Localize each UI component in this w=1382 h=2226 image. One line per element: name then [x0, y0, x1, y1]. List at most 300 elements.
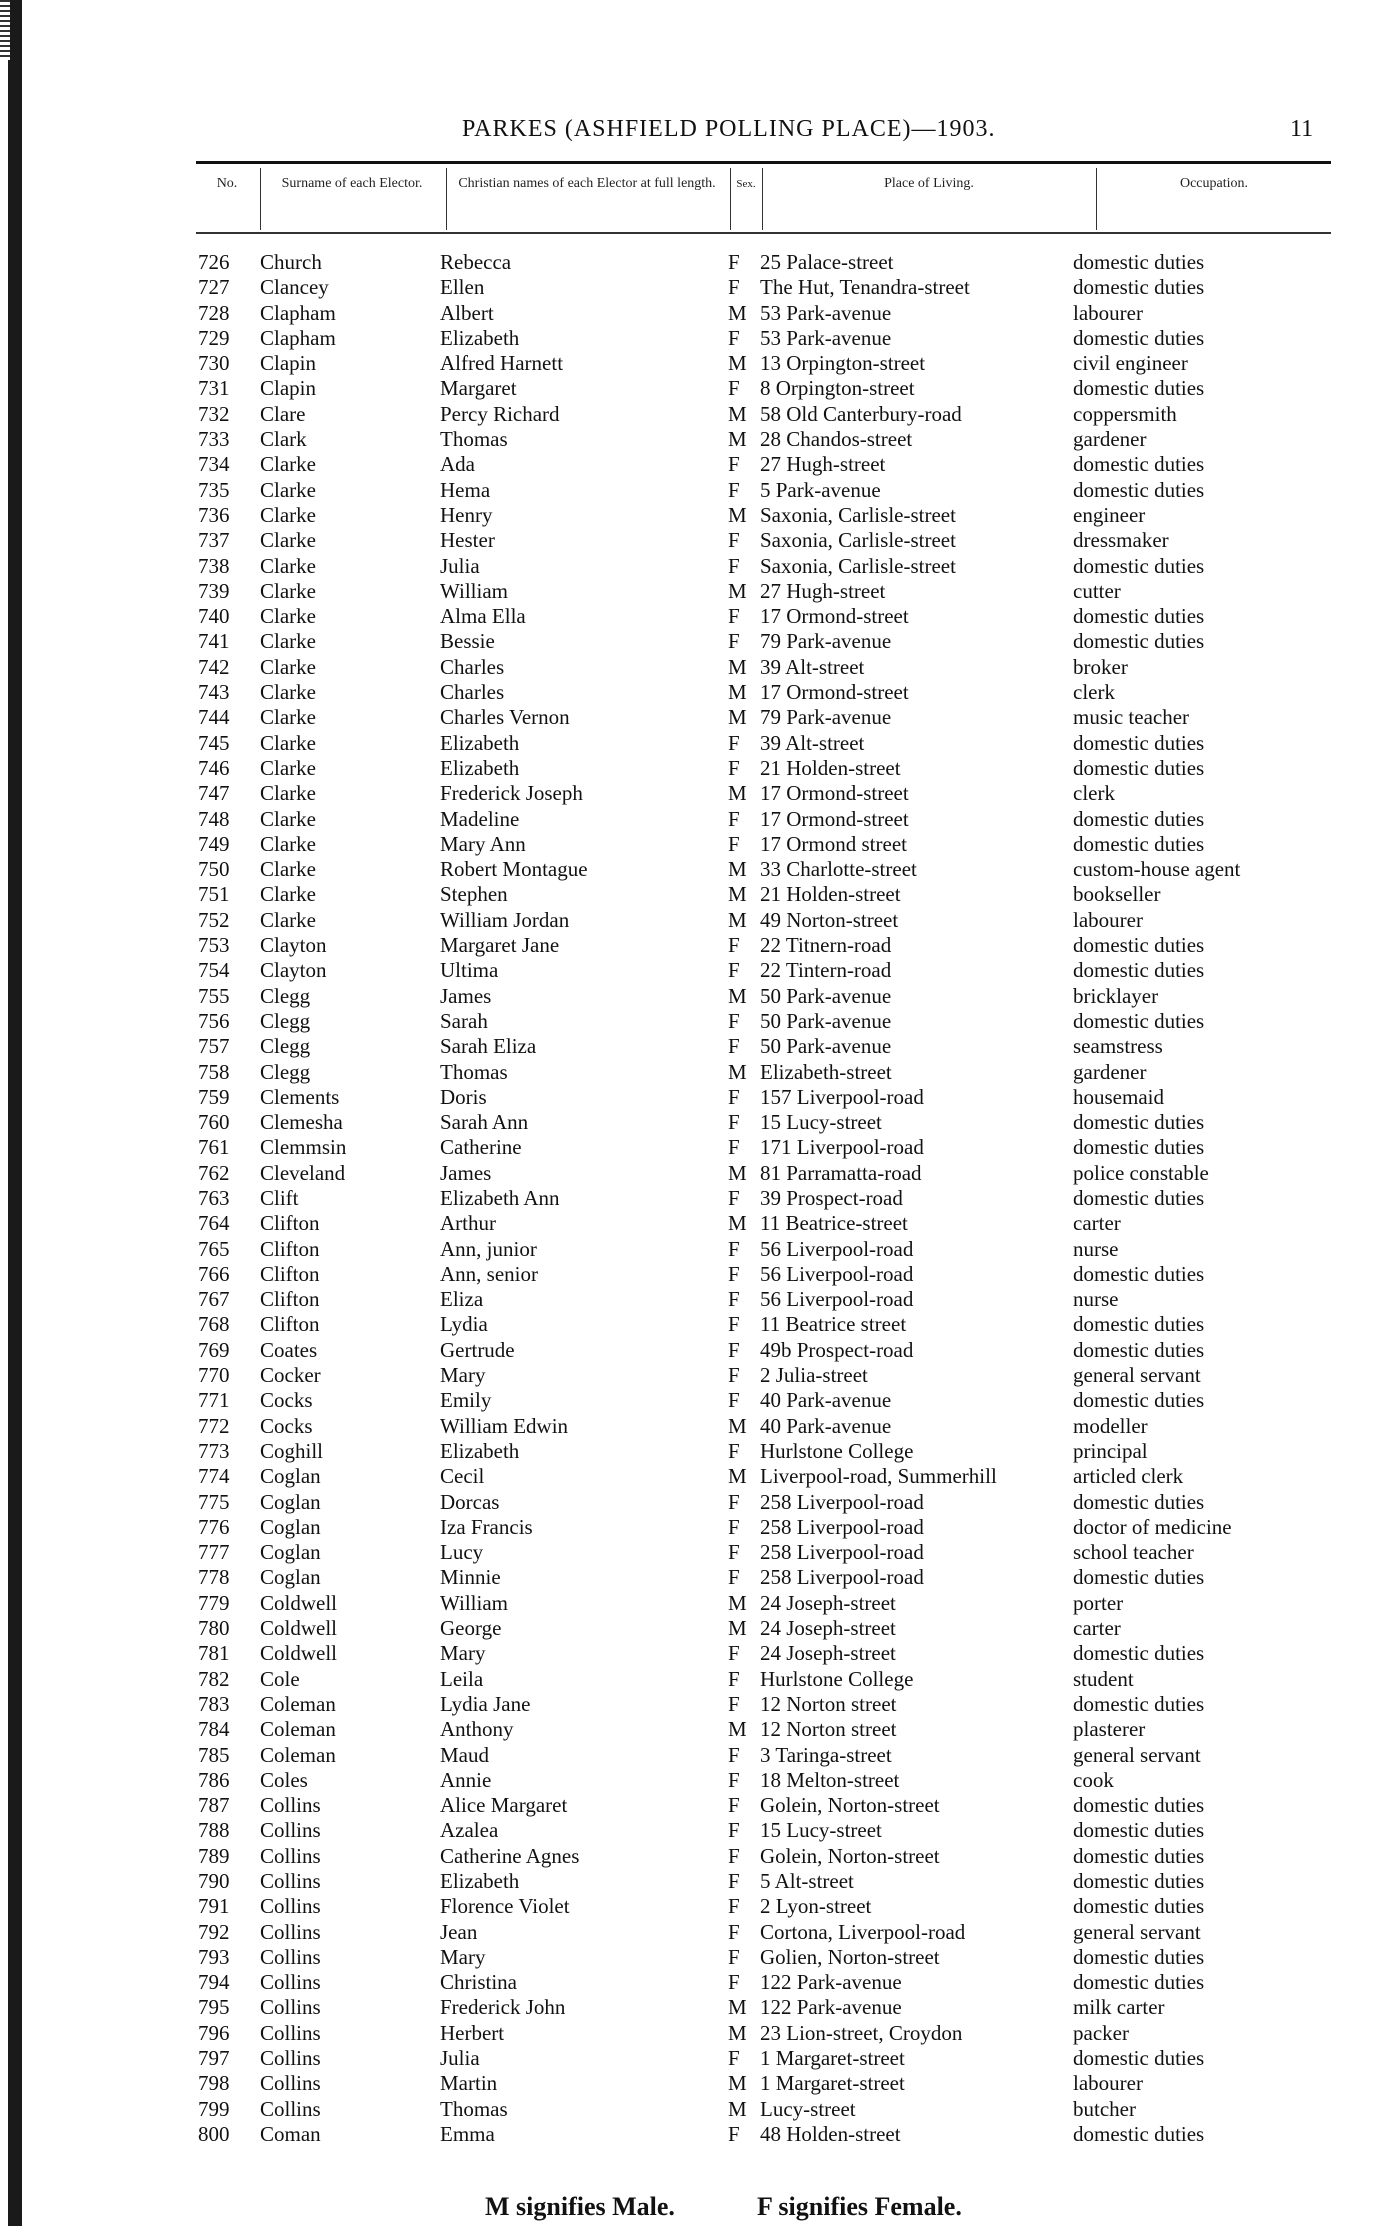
elector-place-of-living: Golien, Norton-street: [760, 1944, 940, 1969]
elector-row: [0, 1009, 1382, 1034]
elector-christian-names: Margaret Jane: [440, 933, 560, 958]
elector-surname: Coglan: [260, 1489, 321, 1514]
elector-number: 750: [198, 857, 230, 882]
elector-christian-names: Robert Montague: [440, 857, 588, 882]
elector-sex: M: [728, 983, 747, 1008]
elector-sex: M: [728, 1717, 747, 1742]
elector-place-of-living: 27 Hugh-street: [760, 578, 886, 603]
elector-place-of-living: Hurlstone College: [760, 1666, 914, 1691]
elector-christian-names: William Jordan: [440, 907, 570, 932]
female-legend: F signifies Female.: [757, 2192, 962, 2221]
elector-occupation: labourer: [1073, 907, 1143, 932]
elector-row: [0, 1338, 1382, 1363]
elector-surname: Clifton: [260, 1211, 320, 1236]
elector-sex: F: [728, 604, 740, 629]
elector-christian-names: William: [440, 1590, 508, 1615]
elector-christian-names: Florence Violet: [440, 1894, 570, 1919]
elector-occupation: general servant: [1073, 1363, 1201, 1388]
elector-place-of-living: Liverpool-road, Summerhill: [760, 1464, 997, 1489]
elector-sex: F: [728, 528, 740, 553]
elector-place-of-living: 258 Liverpool-road: [760, 1540, 924, 1565]
elector-christian-names: Sarah: [440, 1008, 488, 1033]
elector-occupation: domestic duties: [1073, 1843, 1205, 1868]
elector-row: [0, 705, 1382, 730]
elector-occupation: domestic duties: [1073, 1869, 1205, 1893]
elector-surname: Coldwell: [260, 1641, 337, 1666]
elector-place-of-living: 17 Ormond-street: [760, 806, 909, 831]
elector-number: 774: [198, 1464, 230, 1489]
elector-row: [0, 1667, 1382, 1692]
elector-surname: Clare: [260, 401, 306, 426]
elector-christian-names: Alfred Harnett: [440, 351, 564, 376]
elector-christian-names: Frederick Joseph: [440, 781, 583, 806]
elector-christian-names: Azalea: [440, 1818, 499, 1843]
elector-sex: F: [728, 1185, 740, 1210]
elector-occupation: domestic duties: [1073, 1261, 1205, 1286]
elector-surname: Coglan: [260, 1514, 321, 1539]
elector-sex: F: [728, 376, 740, 401]
elector-occupation: domestic duties: [1073, 1110, 1205, 1135]
elector-christian-names: Elizabeth: [440, 325, 520, 350]
elector-occupation: civil engineer: [1073, 351, 1188, 376]
elector-sex: F: [728, 1742, 740, 1767]
elector-row: [0, 1641, 1382, 1666]
elector-row: [0, 655, 1382, 680]
elector-row: [0, 503, 1382, 528]
elector-christian-names: Cecil: [440, 1464, 485, 1489]
elector-occupation: domestic duties: [1073, 755, 1205, 780]
elector-surname: Coates: [260, 1337, 318, 1362]
elector-surname: Clarke: [260, 730, 316, 755]
elector-row: [0, 604, 1382, 629]
elector-number: 726: [198, 250, 230, 274]
elector-christian-names: Elizabeth: [440, 755, 520, 780]
elector-occupation: domestic duties: [1073, 2121, 1205, 2146]
elector-christian-names: George: [440, 1616, 502, 1641]
elector-christian-names: Dorcas: [440, 1489, 500, 1514]
elector-row: [0, 1464, 1382, 1489]
elector-place-of-living: 17 Ormond street: [760, 831, 907, 856]
elector-row: [0, 1490, 1382, 1515]
elector-number: 780: [198, 1616, 230, 1641]
elector-sex: F: [728, 1944, 740, 1969]
elector-row: [0, 1869, 1382, 1894]
elector-row: [0, 1110, 1382, 1135]
elector-christian-names: Rebecca: [440, 250, 512, 274]
elector-surname: Cocks: [260, 1388, 313, 1413]
elector-place-of-living: 81 Parramatta-road: [760, 1160, 922, 1185]
elector-row: [0, 1717, 1382, 1742]
elector-surname: Collins: [260, 1793, 321, 1818]
elector-row: [0, 807, 1382, 832]
elector-number: 776: [198, 1514, 230, 1539]
elector-occupation: nurse: [1073, 1236, 1119, 1261]
elector-sex: M: [728, 1160, 747, 1185]
elector-number: 786: [198, 1767, 230, 1792]
elector-number: 764: [198, 1211, 230, 1236]
elector-surname: Cleveland: [260, 1160, 346, 1185]
elector-place-of-living: Golein, Norton-street: [760, 1793, 940, 1818]
elector-occupation: butcher: [1073, 2096, 1136, 2121]
elector-surname: Clarke: [260, 553, 316, 578]
elector-place-of-living: 11 Beatrice-street: [760, 1211, 908, 1236]
elector-sex: M: [728, 1590, 747, 1615]
elector-surname: Clancey: [260, 275, 329, 300]
elector-number: 791: [198, 1894, 230, 1919]
elector-number: 782: [198, 1666, 230, 1691]
elector-surname: Clarke: [260, 477, 316, 502]
elector-row: [0, 351, 1382, 376]
elector-occupation: general servant: [1073, 1742, 1201, 1767]
elector-place-of-living: 1 Margaret-street: [760, 2071, 905, 2096]
elector-number: 735: [198, 477, 230, 502]
column-header-surname: Surname of each Elector.: [281, 176, 423, 191]
elector-number: 762: [198, 1160, 230, 1185]
elector-place-of-living: 258 Liverpool-road: [760, 1489, 924, 1514]
elector-row: [0, 1439, 1382, 1464]
elector-occupation: cook: [1073, 1767, 1114, 1792]
column-header-sex: Sex.: [736, 178, 756, 190]
elector-surname: Clayton: [260, 958, 327, 983]
elector-occupation: domestic duties: [1073, 1185, 1205, 1210]
elector-row: [0, 478, 1382, 503]
elector-surname: Collins: [260, 1843, 321, 1868]
elector-occupation: domestic duties: [1073, 1135, 1205, 1160]
elector-number: 731: [198, 376, 230, 401]
elector-surname: Coglan: [260, 1565, 321, 1590]
elector-row: [0, 1135, 1382, 1160]
elector-sex: M: [728, 1995, 747, 2020]
elector-number: 794: [198, 1970, 230, 1995]
elector-sex: F: [728, 553, 740, 578]
elector-sex: M: [728, 781, 747, 806]
elector-sex: F: [728, 1767, 740, 1792]
elector-row: [0, 1161, 1382, 1186]
elector-surname: Clarke: [260, 654, 316, 679]
elector-surname: Clegg: [260, 983, 311, 1008]
elector-number: 793: [198, 1944, 230, 1969]
elector-list: [0, 250, 1382, 2147]
elector-place-of-living: Saxonia, Carlisle-street: [760, 502, 956, 527]
elector-sex: M: [728, 1464, 747, 1489]
elector-number: 783: [198, 1691, 230, 1716]
elector-surname: Cocks: [260, 1413, 313, 1438]
elector-row: [0, 1970, 1382, 1995]
elector-christian-names: Bessie: [440, 629, 495, 654]
elector-row: [0, 1565, 1382, 1590]
elector-row: [0, 2021, 1382, 2046]
elector-number: 785: [198, 1742, 230, 1767]
elector-christian-names: William Edwin: [440, 1413, 569, 1438]
elector-row: [0, 2097, 1382, 2122]
elector-occupation: domestic duties: [1073, 250, 1205, 274]
elector-number: 798: [198, 2071, 230, 2096]
elector-number: 753: [198, 933, 230, 958]
elector-occupation: domestic duties: [1073, 1312, 1205, 1337]
elector-number: 796: [198, 2020, 230, 2045]
elector-surname: Clegg: [260, 1008, 311, 1033]
elector-surname: Collins: [260, 1894, 321, 1919]
elector-sex: M: [728, 401, 747, 426]
header-rule: [196, 161, 1331, 164]
elector-row: [0, 452, 1382, 477]
elector-christian-names: Mary: [440, 1944, 486, 1969]
elector-occupation: domestic duties: [1073, 325, 1205, 350]
elector-surname: Clarke: [260, 806, 316, 831]
elector-place-of-living: 258 Liverpool-road: [760, 1514, 924, 1539]
elector-place-of-living: 39 Alt-street: [760, 730, 865, 755]
elector-occupation: general servant: [1073, 1919, 1201, 1944]
elector-occupation: articled clerk: [1073, 1464, 1184, 1489]
elector-occupation: domestic duties: [1073, 806, 1205, 831]
elector-sex: M: [728, 351, 747, 376]
scan-edge-marks: [0, 0, 10, 60]
elector-number: 743: [198, 680, 230, 705]
elector-row: [0, 1591, 1382, 1616]
elector-place-of-living: 21 Holden-street: [760, 755, 901, 780]
elector-sex: F: [728, 2121, 740, 2146]
elector-surname: Clarke: [260, 755, 316, 780]
elector-sex: F: [728, 1363, 740, 1388]
elector-row: [0, 1211, 1382, 1236]
elector-place-of-living: 50 Park-avenue: [760, 983, 892, 1008]
elector-place-of-living: Cortona, Liverpool-road: [760, 1919, 966, 1944]
elector-surname: Coles: [260, 1767, 308, 1792]
elector-surname: Clifton: [260, 1287, 320, 1312]
elector-sex: M: [728, 705, 747, 730]
elector-place-of-living: 15 Lucy-street: [760, 1818, 882, 1843]
elector-number: 734: [198, 452, 230, 477]
elector-christian-names: Herbert: [440, 2020, 505, 2045]
elector-row: [0, 1692, 1382, 1717]
elector-surname: Clarke: [260, 604, 316, 629]
elector-place-of-living: 22 Titnern-road: [760, 933, 892, 958]
elector-occupation: domestic duties: [1073, 604, 1205, 629]
running-title: PARKES (ASHFIELD POLLING PLACE)—1903.: [462, 116, 996, 142]
elector-surname: Clapin: [260, 351, 316, 376]
elector-place-of-living: 53 Park-avenue: [760, 325, 892, 350]
elector-number: 800: [198, 2121, 230, 2146]
elector-row: [0, 554, 1382, 579]
elector-sex: F: [728, 1514, 740, 1539]
elector-christian-names: Arthur: [440, 1211, 496, 1236]
elector-row: [0, 832, 1382, 857]
column-header-rule: [196, 232, 1331, 234]
elector-place-of-living: Lucy-street: [760, 2096, 856, 2121]
elector-surname: Clapham: [260, 300, 336, 325]
elector-row: [0, 1540, 1382, 1565]
elector-sex: F: [728, 1110, 740, 1135]
elector-place-of-living: 5 Alt-street: [760, 1869, 854, 1893]
elector-row: [0, 301, 1382, 326]
elector-place-of-living: 50 Park-avenue: [760, 1008, 892, 1033]
elector-place-of-living: 15 Lucy-street: [760, 1110, 882, 1135]
elector-occupation: seamstress: [1073, 1034, 1163, 1059]
elector-place-of-living: 40 Park-avenue: [760, 1388, 892, 1413]
elector-christian-names: Charles: [440, 680, 505, 705]
elector-christian-names: Ultima: [440, 958, 499, 983]
elector-row: [0, 1388, 1382, 1413]
elector-number: 784: [198, 1717, 230, 1742]
elector-number: 768: [198, 1312, 230, 1337]
elector-occupation: gardener: [1073, 1059, 1147, 1084]
elector-occupation: gardener: [1073, 427, 1147, 452]
elector-surname: Church: [260, 250, 322, 274]
elector-row: [0, 984, 1382, 1009]
elector-row: [0, 1844, 1382, 1869]
elector-place-of-living: Saxonia, Carlisle-street: [760, 528, 956, 553]
elector-row: [0, 731, 1382, 756]
elector-number: 763: [198, 1185, 230, 1210]
elector-number: 736: [198, 502, 230, 527]
elector-christian-names: Albert: [440, 300, 494, 325]
elector-sex: M: [728, 300, 747, 325]
elector-surname: Coglan: [260, 1540, 321, 1565]
elector-number: 733: [198, 427, 230, 452]
elector-number: 792: [198, 1919, 230, 1944]
elector-occupation: domestic duties: [1073, 1641, 1205, 1666]
elector-row: [0, 629, 1382, 654]
elector-surname: Clarke: [260, 705, 316, 730]
elector-number: 732: [198, 401, 230, 426]
elector-christian-names: Eliza: [440, 1287, 484, 1312]
elector-place-of-living: 27 Hugh-street: [760, 452, 886, 477]
elector-sex: F: [728, 1565, 740, 1590]
elector-christian-names: Alice Margaret: [440, 1793, 568, 1818]
elector-row: [0, 1085, 1382, 1110]
column-divider: [446, 168, 447, 230]
elector-surname: Coldwell: [260, 1590, 337, 1615]
elector-place-of-living: Saxonia, Carlisle-street: [760, 553, 956, 578]
elector-sex: F: [728, 1641, 740, 1666]
elector-christian-names: Thomas: [440, 427, 508, 452]
elector-number: 790: [198, 1869, 230, 1893]
elector-surname: Clarke: [260, 857, 316, 882]
elector-row: [0, 908, 1382, 933]
elector-surname: Coghill: [260, 1438, 324, 1463]
elector-place-of-living: 17 Ormond-street: [760, 781, 909, 806]
elector-surname: Clifton: [260, 1261, 320, 1286]
elector-christian-names: Hema: [440, 477, 491, 502]
elector-occupation: custom-house agent: [1073, 857, 1241, 882]
elector-sex: F: [728, 1793, 740, 1818]
elector-number: 773: [198, 1438, 230, 1463]
elector-sex: F: [728, 1388, 740, 1413]
elector-sex: M: [728, 907, 747, 932]
elector-christian-names: Percy Richard: [440, 401, 560, 426]
elector-occupation: clerk: [1073, 781, 1115, 806]
elector-occupation: domestic duties: [1073, 1008, 1205, 1033]
elector-christian-names: Lucy: [440, 1540, 484, 1565]
elector-sex: M: [728, 2071, 747, 2096]
elector-surname: Clarke: [260, 831, 316, 856]
elector-occupation: domestic duties: [1073, 831, 1205, 856]
elector-number: 727: [198, 275, 230, 300]
elector-christian-names: Ann, senior: [440, 1261, 538, 1286]
elector-sex: F: [728, 933, 740, 958]
elector-place-of-living: 258 Liverpool-road: [760, 1565, 924, 1590]
elector-sex: F: [728, 275, 740, 300]
elector-occupation: nurse: [1073, 1287, 1119, 1312]
elector-sex: F: [728, 1666, 740, 1691]
elector-number: 799: [198, 2096, 230, 2121]
elector-surname: Clemmsin: [260, 1135, 347, 1160]
elector-christian-names: James: [440, 983, 492, 1008]
elector-surname: Clarke: [260, 907, 316, 932]
elector-christian-names: Catherine: [440, 1135, 522, 1160]
elector-sex: F: [728, 1540, 740, 1565]
elector-occupation: labourer: [1073, 2071, 1143, 2096]
elector-surname: Clayton: [260, 933, 327, 958]
elector-christian-names: Thomas: [440, 1059, 508, 1084]
elector-surname: Clarke: [260, 680, 316, 705]
elector-number: 772: [198, 1413, 230, 1438]
elector-christian-names: Henry: [440, 502, 493, 527]
elector-row: [0, 1363, 1382, 1388]
elector-place-of-living: 22 Tintern-road: [760, 958, 892, 983]
elector-place-of-living: 24 Joseph-street: [760, 1590, 896, 1615]
elector-occupation: domestic duties: [1073, 1337, 1205, 1362]
elector-number: 737: [198, 528, 230, 553]
elector-place-of-living: 12 Norton street: [760, 1717, 897, 1742]
elector-row: [0, 1414, 1382, 1439]
elector-surname: Collins: [260, 1919, 321, 1944]
elector-row: [0, 1186, 1382, 1211]
elector-number: 749: [198, 831, 230, 856]
elector-occupation: domestic duties: [1073, 2046, 1205, 2071]
elector-surname: Collins: [260, 2071, 321, 2096]
elector-sex: F: [728, 831, 740, 856]
elector-place-of-living: The Hut, Tenandra-street: [760, 275, 970, 300]
elector-place-of-living: Golein, Norton-street: [760, 1843, 940, 1868]
elector-sex: F: [728, 1084, 740, 1109]
elector-place-of-living: 25 Palace-street: [760, 250, 894, 274]
elector-occupation: engineer: [1073, 502, 1146, 527]
elector-place-of-living: 58 Old Canterbury-road: [760, 401, 962, 426]
elector-surname: Collins: [260, 1970, 321, 1995]
elector-sex: F: [728, 452, 740, 477]
column-header-place: Place of Living.: [884, 176, 974, 191]
elector-surname: Collins: [260, 2020, 321, 2045]
elector-occupation: milk carter: [1073, 1995, 1165, 2020]
elector-place-of-living: 56 Liverpool-road: [760, 1287, 914, 1312]
elector-row: [0, 1995, 1382, 2020]
elector-christian-names: Minnie: [440, 1565, 501, 1590]
elector-occupation: domestic duties: [1073, 1894, 1205, 1919]
elector-occupation: domestic duties: [1073, 1691, 1205, 1716]
elector-sex: F: [728, 1034, 740, 1059]
elector-christian-names: Margaret: [440, 376, 517, 401]
elector-sex: M: [728, 578, 747, 603]
elector-sex: F: [728, 1843, 740, 1868]
elector-place-of-living: 39 Prospect-road: [760, 1185, 903, 1210]
elector-number: 738: [198, 553, 230, 578]
elector-surname: Collins: [260, 2096, 321, 2121]
elector-place-of-living: 2 Lyon-street: [760, 1894, 872, 1919]
elector-occupation: domestic duties: [1073, 1818, 1205, 1843]
elector-row: [0, 1894, 1382, 1919]
elector-sex: M: [728, 1413, 747, 1438]
elector-sex: F: [728, 1236, 740, 1261]
elector-surname: Clift: [260, 1185, 299, 1210]
elector-occupation: domestic duties: [1073, 958, 1205, 983]
elector-surname: Clapham: [260, 325, 336, 350]
elector-sex: M: [728, 2096, 747, 2121]
elector-row: [0, 402, 1382, 427]
elector-row: [0, 1818, 1382, 1843]
elector-sex: M: [728, 882, 747, 907]
elector-number: 789: [198, 1843, 230, 1868]
